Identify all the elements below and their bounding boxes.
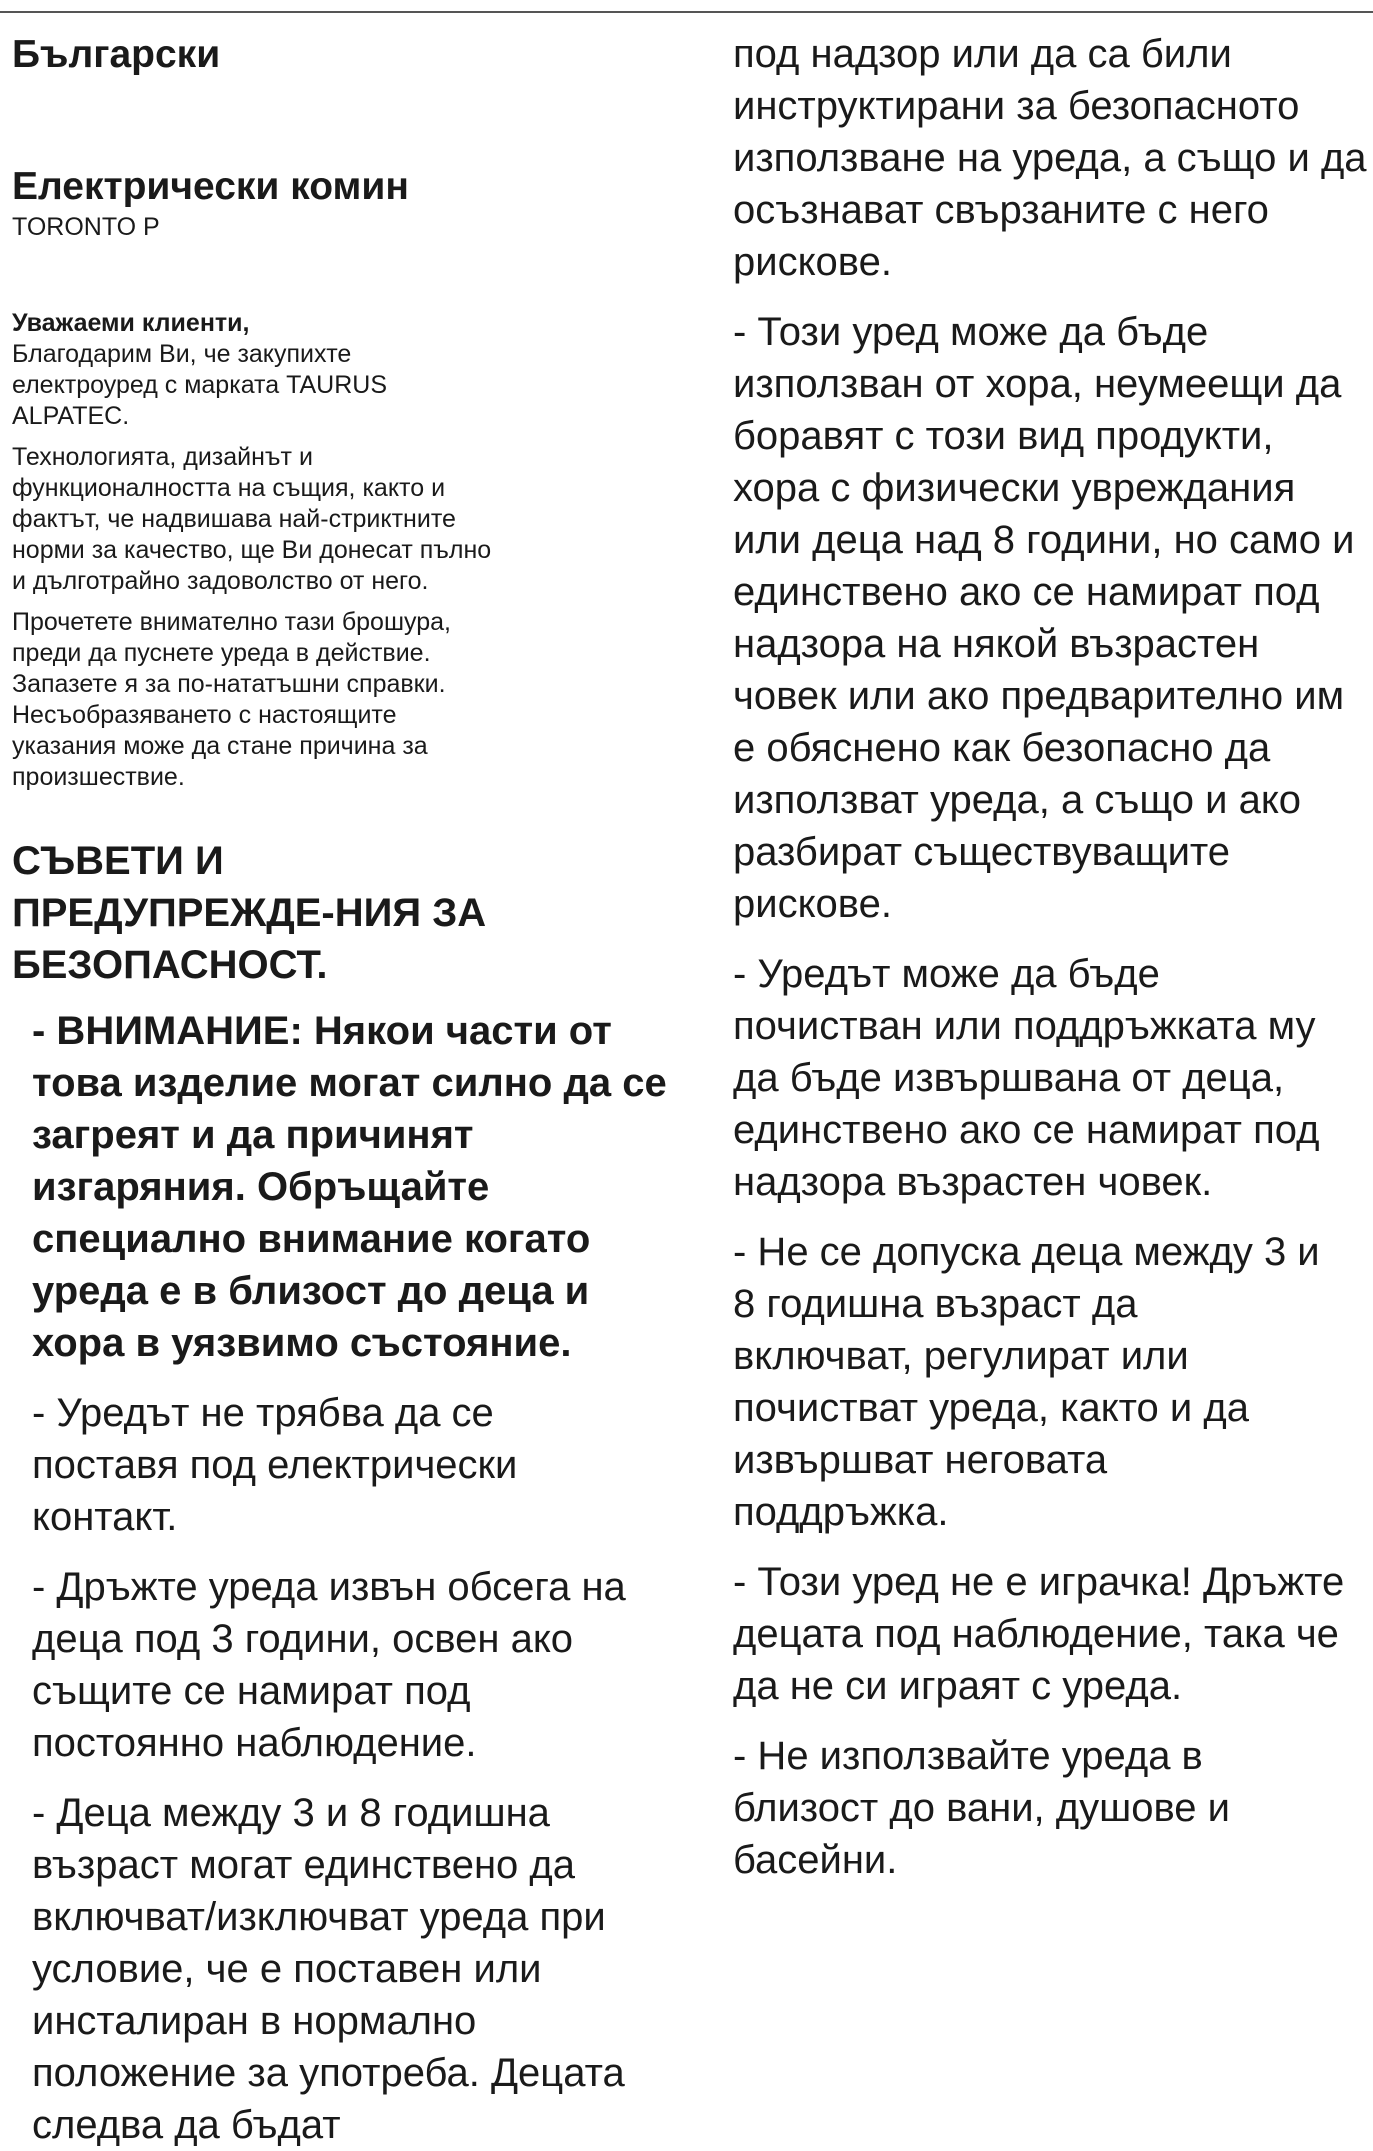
safety-title: СЪВЕТИ И ПРЕДУПРЕЖДЕ-НИЯ ЗА БЕЗОПАСНОСТ. [12,839,487,987]
intro-paragraph: Технологията, дизайнът и функционалността на същия, както и фактът, че надвишава най-стриктните норми за качество, ще Ви донесат пълно и дълготрайно задоволство от него. [12,443,492,595]
left-column [12,30,692,2151]
language-heading: Български [12,33,221,76]
safety-item: - Не се допуска деца между 3 и 8 годишна възраст да включват, регулират или почистват уреда, както и да извършват неговата поддръжка. [733,1230,1320,1534]
safety-warning: - ВНИМАНИЕ: Някои части от това изделие могат силно да се загреят и да причинят изгаряния. Обръщайте специално внимание когато уреда е в близост до деца и хора в уязвимо състояние. [32,1009,667,1365]
intro-paragraph: Благодарим Ви, че закупихте електроуред с марката TAURUS ALPATEC. [12,340,387,430]
safety-item: - Не използвайте уреда в близост до вани, душове и басейни. [733,1734,1230,1882]
safety-item: - Този уред не е играчка! Дръжте децата под наблюдение, така че да не си играят с уреда. [733,1560,1345,1708]
safety-item: - Дръжте уреда извън обсега на деца под 3 години, освен ако същите се намират под постоянно наблюдение. [32,1565,626,1765]
safety-item-continuation: под надзор или да са били инструктирани за безопасното използване на уреда, а също и да осъзнават свързаните с него рискове. [733,32,1367,284]
right-column [733,28,1373,1886]
intro-paragraph: Прочетете внимателно тази брошура, преди да пуснете уреда в действие. Запазете я за по-нататъшни справки. Несъобразяването с настоящите указания може да стане причина за произшествие. [12,608,451,791]
greeting: Уважаеми клиенти, [12,309,250,337]
top-rule [0,11,1373,13]
safety-item: - Уредът може да бъде почистван или поддръжката му да бъде извършвана от деца, единствено ако се намират под надзора възрастен човек. [733,952,1320,1204]
product-model: TORONTO P [12,213,160,241]
safety-item: - Деца между 3 и 8 годишна възраст могат единствено да включват/изключват уреда при условие, че е поставен или инсталиран в нормално положение за употреба. Децата следва да бъдат [32,1791,625,2147]
safety-item: - Този уред може да бъде използван от хора, неумеещи да боравят с този вид продукти, хора с физически увреждания или деца над 8 години, но само и единствено ако се намират под надзора на някой възрастен човек или ако предварително им е обяснено как безопасно да използват уреда, а също и ако разбират съществуващите рискове. [733,310,1355,926]
safety-item: - Уредът не трябва да се поставя под електрически контакт. [32,1391,518,1539]
product-title: Електрически комин [12,165,409,208]
